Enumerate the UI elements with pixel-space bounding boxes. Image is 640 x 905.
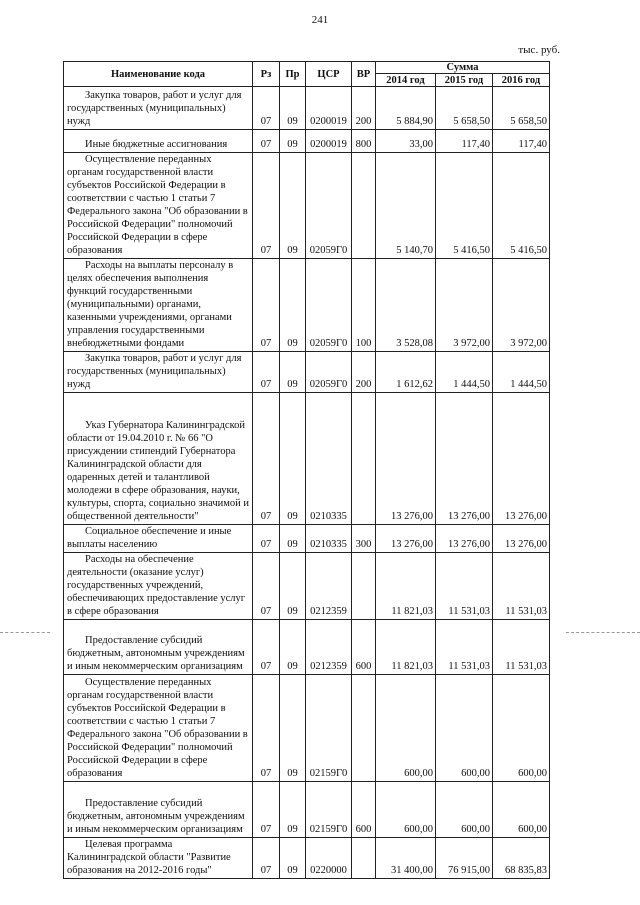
cell-v2015: 13 276,00	[436, 393, 493, 525]
cell-v2016: 5 416,50	[493, 153, 550, 259]
cell-v2014: 11 821,03	[376, 620, 436, 675]
header-sum: Сумма	[376, 62, 550, 74]
cell-vr: 800	[352, 130, 376, 153]
cell-v2014: 13 276,00	[376, 393, 436, 525]
cell-v2015: 117,40	[436, 130, 493, 153]
cell-pr: 09	[280, 259, 306, 352]
cell-v2016: 117,40	[493, 130, 550, 153]
cell-name: Осуществление переданных органам государственной власти субъектов Российской Федерации в соответствии с частью 1 статьи 7 Федерального закона "Об образовании в Российской Федерации" полномочий Российской Федерации в сфере образования	[64, 153, 253, 259]
cell-rz: 07	[253, 153, 280, 259]
cell-vr: 600	[352, 782, 376, 838]
left-edge-mark	[0, 632, 50, 633]
header-name: Наименование кода	[64, 62, 253, 87]
budget-table	[63, 61, 550, 879]
cell-v2014: 31 400,00	[376, 838, 436, 879]
cell-v2014: 3 528,08	[376, 259, 436, 352]
table-row	[64, 782, 550, 838]
cell-rz: 07	[253, 352, 280, 393]
table-row	[64, 838, 550, 879]
cell-v2016: 11 531,03	[493, 620, 550, 675]
cell-name: Предоставление субсидий бюджетным, автономным учреждениям и иным некоммерческим организациям	[64, 620, 253, 675]
cell-v2015: 5 658,50	[436, 87, 493, 130]
cell-v2015: 5 416,50	[436, 153, 493, 259]
cell-vr: 100	[352, 259, 376, 352]
cell-v2014: 11 821,03	[376, 553, 436, 620]
cell-v2015: 13 276,00	[436, 525, 493, 553]
cell-v2016: 13 276,00	[493, 525, 550, 553]
cell-csr: 0210335	[306, 393, 352, 525]
table-row	[64, 87, 550, 130]
cell-vr: 600	[352, 620, 376, 675]
cell-vr: 300	[352, 525, 376, 553]
units-label: тыс. руб.	[518, 44, 560, 56]
cell-rz: 07	[253, 620, 280, 675]
cell-vr	[352, 675, 376, 782]
cell-rz: 07	[253, 782, 280, 838]
cell-name: Указ Губернатора Калининградской области от 19.04.2010 г. № 66 "О присуждении стипендий Губернатора Калининградской области для одаренных детей и талантливой молодежи в сфере образования, науки, культуры, спорта, социально значимой и общественной деятельности"	[64, 393, 253, 525]
cell-vr	[352, 838, 376, 879]
table-row	[64, 553, 550, 620]
cell-csr: 02059Г0	[306, 259, 352, 352]
cell-csr: 0200019	[306, 130, 352, 153]
cell-rz: 07	[253, 553, 280, 620]
cell-rz: 07	[253, 838, 280, 879]
cell-pr: 09	[280, 675, 306, 782]
cell-pr: 09	[280, 838, 306, 879]
cell-v2016: 68 835,83	[493, 838, 550, 879]
table-row	[64, 259, 550, 352]
header-csr: ЦСР	[306, 62, 352, 87]
cell-csr: 02159Г0	[306, 782, 352, 838]
cell-csr: 0220000	[306, 838, 352, 879]
cell-v2014: 5 140,70	[376, 153, 436, 259]
table-row	[64, 675, 550, 782]
cell-v2014: 13 276,00	[376, 525, 436, 553]
cell-rz: 07	[253, 259, 280, 352]
cell-v2016: 1 444,50	[493, 352, 550, 393]
header-2016: 2016 год	[493, 74, 550, 87]
cell-v2015: 600,00	[436, 782, 493, 838]
cell-v2016: 3 972,00	[493, 259, 550, 352]
cell-vr	[352, 153, 376, 259]
cell-pr: 09	[280, 393, 306, 525]
cell-name: Расходы на выплаты персоналу в целях обеспечения выполнения функций государственными (муниципальными) органами, казенными учреждениями, органами управления государственными внебюджетными фондами	[64, 259, 253, 352]
cell-csr: 02159Г0	[306, 675, 352, 782]
cell-vr: 200	[352, 87, 376, 130]
cell-rz: 07	[253, 675, 280, 782]
cell-pr: 09	[280, 620, 306, 675]
table-body	[64, 87, 550, 879]
table-row	[64, 130, 550, 153]
cell-vr	[352, 553, 376, 620]
cell-rz: 07	[253, 130, 280, 153]
cell-vr: 200	[352, 352, 376, 393]
cell-v2016: 600,00	[493, 675, 550, 782]
cell-v2016: 5 658,50	[493, 87, 550, 130]
table-row	[64, 352, 550, 393]
header-2015: 2015 год	[436, 74, 493, 87]
cell-v2014: 600,00	[376, 782, 436, 838]
cell-v2015: 11 531,03	[436, 553, 493, 620]
cell-pr: 09	[280, 553, 306, 620]
cell-v2016: 13 276,00	[493, 393, 550, 525]
cell-rz: 07	[253, 393, 280, 525]
right-edge-mark	[566, 632, 640, 633]
header-vr: ВР	[352, 62, 376, 87]
cell-csr: 0200019	[306, 87, 352, 130]
cell-v2015: 76 915,00	[436, 838, 493, 879]
cell-v2014: 33,00	[376, 130, 436, 153]
table-row	[64, 153, 550, 259]
cell-csr: 0212359	[306, 553, 352, 620]
cell-pr: 09	[280, 782, 306, 838]
cell-v2014: 1 612,62	[376, 352, 436, 393]
page-number: 241	[311, 14, 329, 26]
cell-vr	[352, 393, 376, 525]
cell-pr: 09	[280, 352, 306, 393]
cell-pr: 09	[280, 525, 306, 553]
cell-csr: 02059Г0	[306, 153, 352, 259]
cell-name: Целевая программа Калининградской области "Развитие образования на 2012-2016 годы"	[64, 838, 253, 879]
cell-name: Иные бюджетные ассигнования	[64, 130, 253, 153]
header-2014: 2014 год	[376, 74, 436, 87]
cell-name: Расходы на обеспечение деятельности (оказание услуг) государственных учреждений, обеспечивающих предоставление услуг в сфере образования	[64, 553, 253, 620]
cell-pr: 09	[280, 153, 306, 259]
cell-name: Осуществление переданных органам государственной власти субъектов Российской Федерации в соответствии с частью 1 статьи 7 Федерального закона "Об образовании в Российской Федерации" полномочий Российской Федерации в сфере образования	[64, 675, 253, 782]
cell-csr: 0210335	[306, 525, 352, 553]
cell-v2015: 11 531,03	[436, 620, 493, 675]
table-row	[64, 393, 550, 525]
table-row	[64, 525, 550, 553]
cell-v2014: 5 884,90	[376, 87, 436, 130]
table-row	[64, 620, 550, 675]
cell-v2016: 11 531,03	[493, 553, 550, 620]
cell-csr: 02059Г0	[306, 352, 352, 393]
cell-v2016: 600,00	[493, 782, 550, 838]
cell-rz: 07	[253, 87, 280, 130]
header-rz: Рз	[253, 62, 280, 87]
cell-name: Закупка товаров, работ и услуг для государственных (муниципальных) нужд	[64, 352, 253, 393]
cell-v2014: 600,00	[376, 675, 436, 782]
cell-v2015: 1 444,50	[436, 352, 493, 393]
cell-pr: 09	[280, 87, 306, 130]
header-pr: Пр	[280, 62, 306, 87]
cell-csr: 0212359	[306, 620, 352, 675]
cell-v2015: 3 972,00	[436, 259, 493, 352]
cell-rz: 07	[253, 525, 280, 553]
cell-name: Закупка товаров, работ и услуг для государственных (муниципальных) нужд	[64, 87, 253, 130]
cell-v2015: 600,00	[436, 675, 493, 782]
cell-name: Предоставление субсидий бюджетным, автономным учреждениям и иным некоммерческим организациям	[64, 782, 253, 838]
cell-pr: 09	[280, 130, 306, 153]
cell-name: Социальное обеспечение и иные выплаты населению	[64, 525, 253, 553]
